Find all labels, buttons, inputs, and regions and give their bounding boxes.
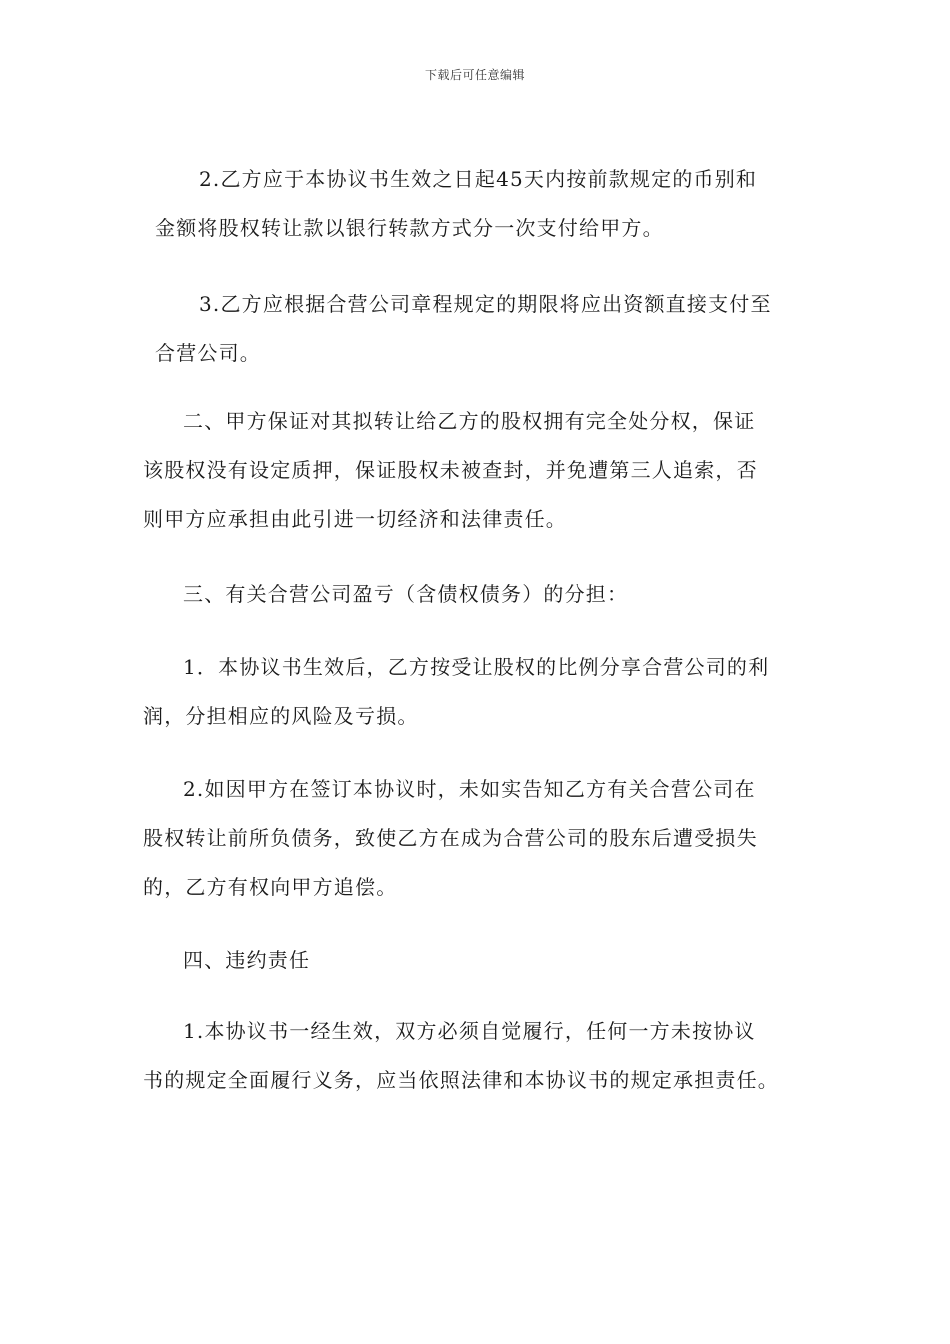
paragraph-capital-contribution [155,280,772,378]
paragraph-line: 二、甲方保证对其拟转让给乙方的股权拥有完全处分权，保证 [183,409,756,433]
paragraph-line: 的，乙方有权向甲方追偿。 [143,875,398,899]
paragraph-line: 合营公司。 [155,341,261,365]
paragraph-line: 1．本协议书生效后，乙方按受让股权的比例分享合营公司的利 [183,655,770,679]
paragraph-line: 金额将股权转让款以银行转款方式分一次支付给甲方。 [155,216,664,240]
paragraph-line: 该股权没有设定质押，保证股权未被查封，并免遭第三人追索，否 [143,458,758,482]
paragraph-line: 书的规定全面履行义务，应当依照法律和本协议书的规定承担责任。 [143,1068,779,1092]
section-heading-profit-loss [143,570,628,619]
section-heading-liability [143,936,310,985]
paragraph-line: 四、违约责任 [183,948,311,972]
paragraph-line: 2.如因甲方在签订本协议时，未如实告知乙方有关合营公司在 [183,777,756,801]
paragraph-payment-term [155,155,757,253]
paragraph-profit-sharing [143,643,769,741]
paragraph-line: 3.乙方应根据合营公司章程规定的期限将应出资额直接支付至 [199,292,772,316]
paragraph-line: 1.本协议书一经生效，双方必须自觉履行，任何一方未按协议 [183,1019,756,1043]
paragraph-line: 2.乙方应于本协议书生效之日起45天内按前款规定的币别和 [199,167,758,191]
paragraph-line: 三、有关合营公司盈亏（含债权债务）的分担： [183,582,629,606]
header-note: 下载后可任意编辑 [424,68,525,82]
paragraph-line: 润，分担相应的风险及亏损。 [143,704,419,728]
paragraph-line: 股权转让前所负债务，致使乙方在成为合营公司的股东后遭受损失 [143,826,758,850]
paragraph-line: 则甲方应承担由此引进一切经济和法律责任。 [143,507,567,531]
paragraph-debt-recourse [143,765,758,912]
paragraph-warranty [143,397,758,544]
paragraph-breach [143,1007,779,1105]
